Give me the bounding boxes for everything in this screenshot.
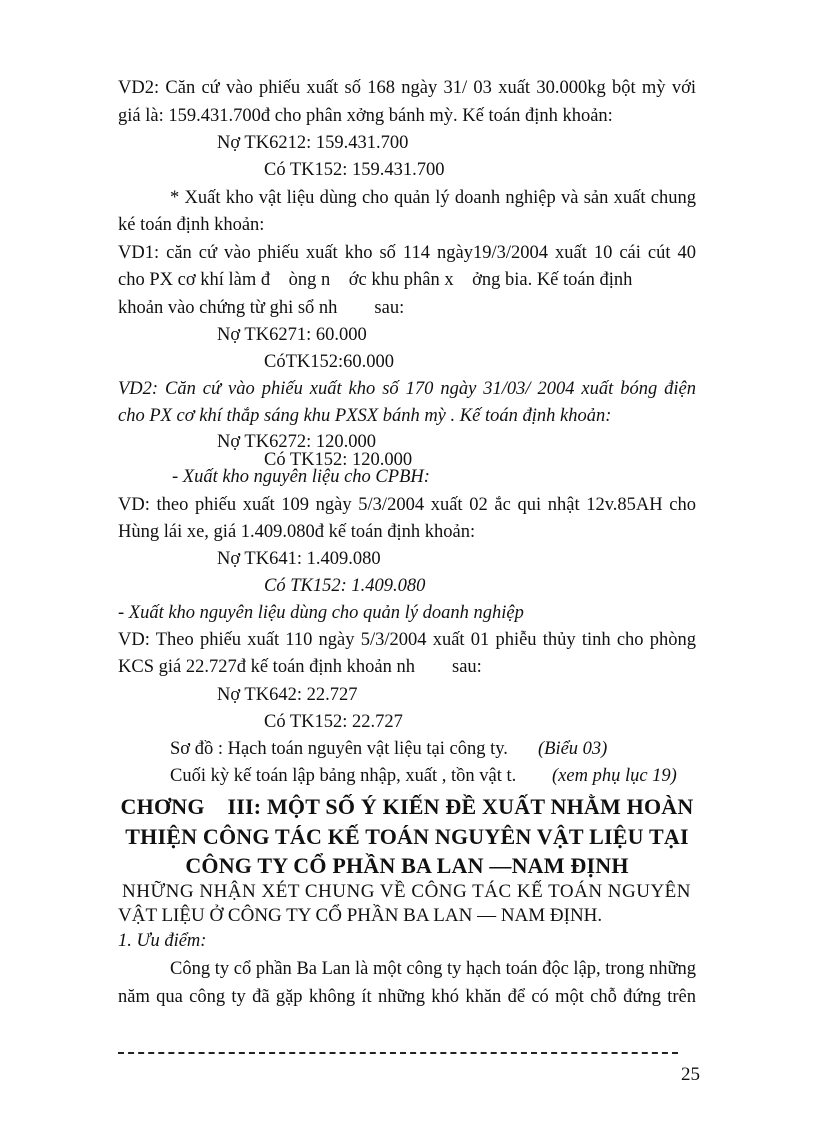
- body-line: - Xuất kho nguyên liệu cho CPBH:: [172, 467, 430, 487]
- body-line: VD: theo phiếu xuất 109 ngày 5/3/2004 xuất 02 ắc qui nhật 12v.85AH cho: [118, 495, 696, 515]
- body-line: Hùng lái xe, giá 1.409.080đ kế toán định khoản:: [118, 522, 476, 542]
- credit-entry: Có TK152: 120.000: [264, 450, 413, 470]
- appendix-reference: (xem phụ lục 19): [552, 766, 677, 786]
- footer-divider: [118, 1052, 678, 1054]
- body-line: cho PX cơ khí làm đ òng n ớc khu phân x ởng bia. Kế toán định: [118, 270, 633, 290]
- chapter-title-line-3: CÔNG TY CỔ PHẦN BA LAN —NAM ĐỊNH: [185, 853, 629, 878]
- credit-entry: Có TK152: 1.409.080: [264, 576, 426, 596]
- debit-entry: Nợ TK6271: 60.000: [217, 325, 367, 345]
- body-line: cho PX cơ khí thắp sáng khu PXSX bánh mỳ . Kế toán định khoản:: [118, 406, 612, 426]
- body-line: giá là: 159.431.700đ cho phân xởng bánh mỳ. Kế toán định khoản:: [118, 106, 613, 126]
- credit-entry: Có TK152: 22.727: [264, 712, 403, 732]
- period-end-note: Cuối kỳ kế toán lập bảng nhập, xuất , tồn vật t.: [170, 766, 517, 786]
- body-line: VD: Theo phiếu xuất 110 ngày 5/3/2004 xuất 01 phiễu thủy tinh cho phòng: [118, 630, 696, 650]
- paragraph-line: Công ty cổ phần Ba Lan là một công ty hạch toán độc lập, trong những: [170, 959, 696, 979]
- credit-entry: CóTK152:60.000: [264, 352, 395, 372]
- debit-entry: Nợ TK6212: 159.431.700: [217, 133, 409, 153]
- body-line: - Xuất kho nguyên liệu dùng cho quản lý doanh nghiệp: [118, 603, 524, 623]
- body-line: * Xuất kho vật liệu dùng cho quản lý doanh nghiệp và sản xuất chung: [170, 188, 696, 208]
- body-line: VD2: Căn cứ vào phiếu xuất số 168 ngày 31/ 03 xuất 30.000kg bột mỳ với: [118, 78, 696, 98]
- chapter-title-line-1: CHƠNG III: MỘT SỐ Ý KIẾN ĐỀ XUẤT NHẰM HOÀN: [120, 794, 694, 819]
- section-heading-line-1: NHỮNG NHẬN XÉT CHUNG VỀ CÔNG TÁC KẾ TOÁN NGUYÊN: [122, 881, 692, 902]
- debit-entry: Nợ TK641: 1.409.080: [217, 549, 381, 569]
- body-line: VD1: căn cứ vào phiếu xuất kho số 114 ngày19/3/2004 xuất 10 cái cút 40: [118, 243, 696, 263]
- section-heading-line-2: VẬT LIỆU Ở CÔNG TY CỔ PHẦN BA LAN — NAM ĐỊNH.: [118, 905, 603, 926]
- page-number: 25: [681, 1064, 700, 1085]
- diagram-note: Sơ đồ : Hạch toán nguyên vật liệu tại công ty.: [170, 739, 508, 759]
- body-line: khoản vào chứng từ ghi sổ nh sau:: [118, 298, 405, 318]
- debit-entry: Nợ TK642: 22.727: [217, 685, 358, 705]
- body-line: KCS giá 22.727đ kế toán định khoản nh sau:: [118, 657, 482, 677]
- debit-entry: Nợ TK6272: 120.000: [217, 432, 376, 452]
- credit-entry: Có TK152: 159.431.700: [264, 160, 445, 180]
- paragraph-line: năm qua công ty đã gặp không ít những khó khăn để có một chỗ đứng trên: [118, 987, 696, 1007]
- chapter-title-line-2: THIỆN CÔNG TÁC KẾ TOÁN NGUYÊN VẬT LIỆU TẠI: [125, 824, 689, 849]
- diagram-reference: (Biểu 03): [538, 739, 608, 759]
- body-line: VD2: Căn cứ vào phiếu xuất kho số 170 ngày 31/03/ 2004 xuất bóng điện: [118, 379, 696, 399]
- subsection-heading: 1. Ưu điểm:: [118, 931, 207, 951]
- body-line: ké toán định khoản:: [118, 215, 265, 235]
